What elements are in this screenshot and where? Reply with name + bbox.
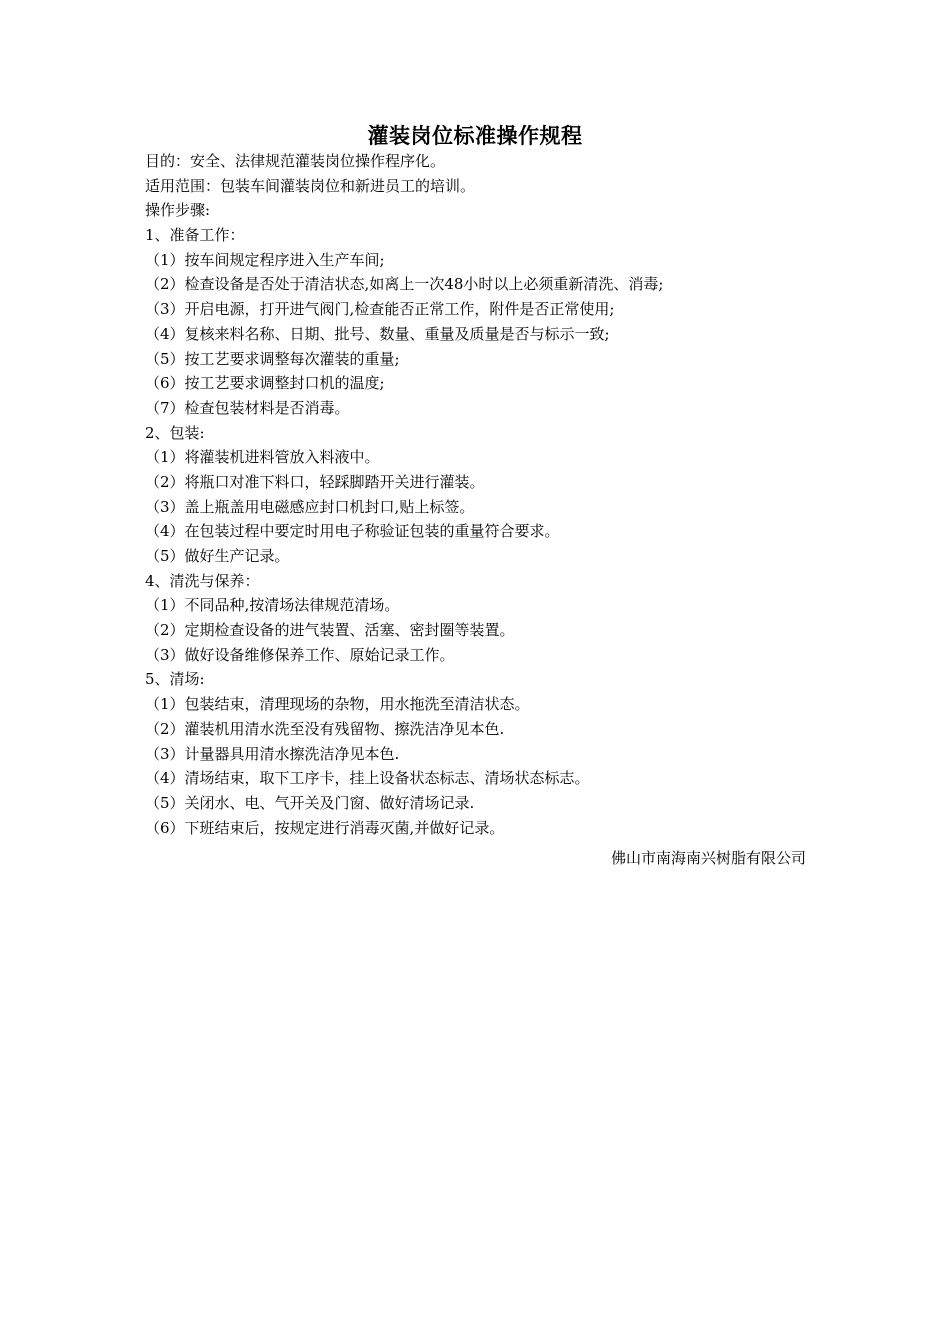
section-heading: 2、包装: [145, 423, 205, 442]
list-item: （2）灌装机用清水洗至没有残留物、擦洗洁净见本色. [145, 719, 505, 738]
list-item: （5）按工艺要求调整每次灌装的重量; [145, 349, 400, 368]
list-item: （6）下班结束后，按规定进行消毒灭菌,并做好记录。 [145, 818, 505, 837]
section-packaging [145, 421, 825, 569]
list-item: （5）做好生产记录。 [145, 547, 290, 565]
list-item: （4）清场结束，取下工序卡，挂上设备状态标志、清场状态标志。 [145, 769, 590, 788]
list-item: （2）将瓶口对准下料口，轻踩脚踏开关进行灌装。 [145, 472, 485, 491]
list-item: （1）包装结束，清理现场的杂物，用水拖洗至清洁状态。 [145, 695, 530, 714]
list-item: （5）关闭水、电、气开关及门窗、做好清场记录. [145, 793, 475, 812]
list-item: （3）计量器具用清水擦洗洁净见本色. [145, 744, 400, 763]
list-item: （2）定期检查设备的进气装置、活塞、密封圈等装置。 [145, 621, 515, 640]
section-site-clearance [145, 667, 825, 840]
list-item: （6）按工艺要求调整封口机的温度; [145, 374, 385, 393]
list-item: （1）按车间规定程序进入生产车间; [145, 250, 385, 269]
purpose-line: 目的：安全、法律规范灌装岗位操作程序化。 [145, 152, 446, 170]
section-preparation [145, 223, 825, 421]
steps-heading: 操作步骤: [145, 201, 211, 220]
section-heading: 1、准备工作： [145, 226, 245, 245]
list-item: （4）复核来料名称、日期、批号、数量、重量及质量是否与标示一致; [145, 324, 610, 343]
list-item: （3）开启电源，打开进气阀门,检查能否正常工作，附件是否正常使用; [145, 300, 615, 319]
section-cleaning-maintenance [145, 569, 825, 668]
list-item: （2）检查设备是否处于清洁状态,如离上一次48小时以上必须重新清洗、消毒; [145, 275, 664, 294]
list-item: （7）检查包装材料是否消毒。 [145, 398, 350, 417]
list-item: （1）不同品种,按清场法律规范清场。 [145, 596, 400, 615]
list-item: （3）盖上瓶盖用电磁感应封口机封口,贴上标签。 [145, 497, 475, 516]
list-item: （1）将灌装机进料管放入料液中。 [145, 448, 380, 467]
company-signature: 佛山市南海南兴树脂有限公司 [610, 849, 806, 867]
list-item: （3）做好设备维修保养工作、原始记录工作。 [145, 645, 455, 664]
document-body [145, 149, 825, 840]
section-heading: 4、清洗与保养： [145, 571, 260, 590]
page-title: 灌装岗位标准操作规程 [367, 124, 583, 148]
section-heading: 5、清场: [145, 670, 205, 689]
list-item: （4）在包装过程中要定时用电子称验证包装的重量符合要求。 [145, 522, 560, 541]
scope-line: 适用范围：包装车间灌装岗位和新进员工的培训。 [145, 176, 476, 195]
